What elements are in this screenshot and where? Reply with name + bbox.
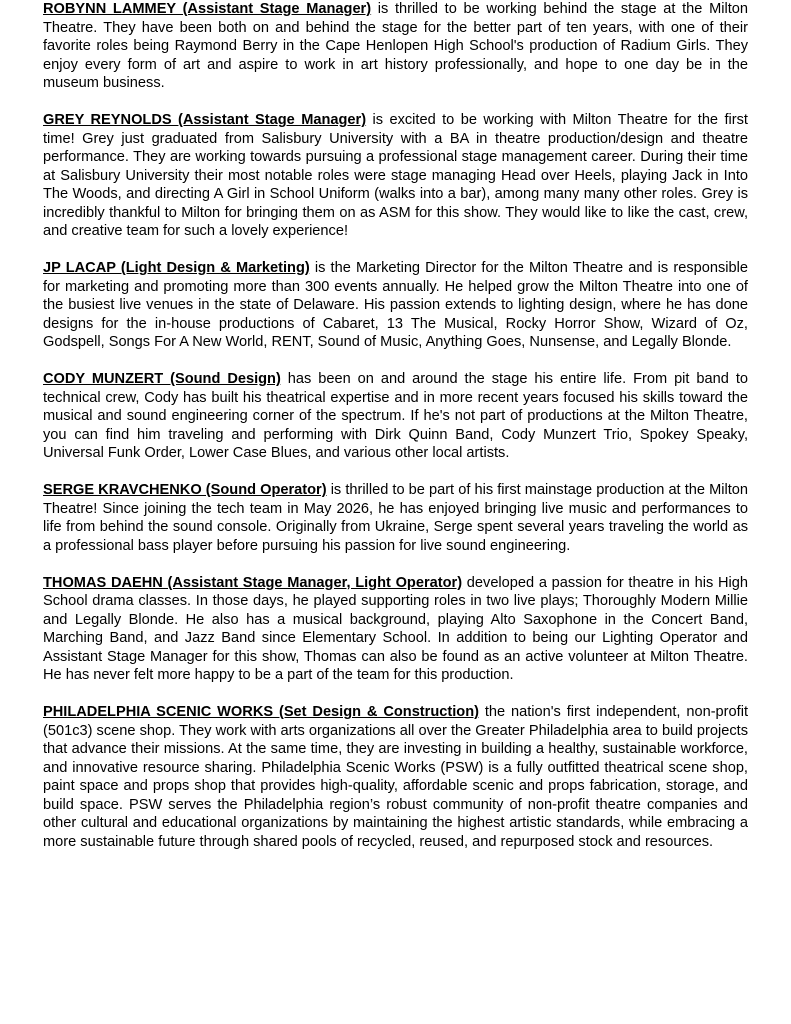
bio-philadelphia-scenic-works xyxy=(43,703,748,851)
bio-text: developed a passion for theatre in his High School drama classes. In those days, he played supporting roles in two live plays; Thoroughly Modern Millie and Legally Blonde. He also has a musical background, playing Alto Saxophone in the Concert Band, Marching Band, and Jazz Band since Elementary School. In addition to being our Lighting Operator and Assistant Stage Manager for this show, Thomas can also be found as an active volunteer at Milton Theatre. He has never felt more happy to be a part of the team for this production. xyxy=(43,574,748,683)
bio-text: is thrilled to be part of his first mainstage production at the Milton Theatre! Since joining the tech team in May 2026, he has enjoyed bringing live music and performances to life from behind the sound console. Originally from Ukraine, Serge spent several years traveling the world as a professional bass player before pursuing his passion for live sound engineering. xyxy=(43,482,748,554)
bio-text: is excited to be working with Milton Theatre for the first time! Grey just graduated from Salisbury University with a BA in theatre production/design and theatre performance. They are working towards pursuing a professional stage management career. During their time at Salisbury University their most notable roles were stage managing Head over Heels, playing Jack in Into The Woods, and directing A Girl in School Uniform (walks into a bar), among many many other roles. Grey is incredibly thankful to Milton for bringing them on as ASM for this show. They would like to like the cast, crew, and creative team for such a lovely experience! xyxy=(43,112,748,239)
bio-name: GREY REYNOLDS (Assistant Stage Manager) xyxy=(43,112,367,128)
bio-name: ROBYNN LAMMEY (Assistant Stage Manager) xyxy=(43,1,372,17)
bio-serge-kravchenko xyxy=(43,481,748,555)
bio-cody-munzert xyxy=(43,370,748,463)
bio-text: is the Marketing Director for the Milton Theatre and is responsible for marketing and promoting more than 300 events annually. He helped grow the Milton Theatre into one of the busiest live venues in the state of Delaware. His passion extends to lighting design, where he has done designs for the in-house productions of Cabaret, 13 The Musical, Rocky Horror Show, Wizard of Oz, Godspell, Songs For A New World, RENT, Sound of Music, Anything Goes, Nunsense, and Legally Blonde. xyxy=(43,260,748,350)
bio-grey-reynolds xyxy=(43,111,748,241)
bio-name: PHILADELPHIA SCENIC WORKS (Set Design & Construction) xyxy=(43,704,479,720)
bio-jp-lacap xyxy=(43,259,748,352)
bio-robynn-lammey xyxy=(43,0,748,93)
bio-thomas-daehn xyxy=(43,574,748,685)
bio-name: THOMAS DAEHN (Assistant Stage Manager, Light Operator) xyxy=(43,574,463,591)
bio-name: CODY MUNZERT (Sound Design) xyxy=(43,371,281,387)
bio-text: the nation's first independent, non-profit (501c3) scene shop. They work with arts organizations all over the Greater Philadelphia area to build projects that advance their missions. At the same time, they are investing in building a healthy, sustainable workforce, and innovative resource sharing. Philadelphia Scenic Works (PSW) is a fully outfitted theatrical scene shop, paint space and props shop that provides high-quality, affordable scenic and props fabrication, storage, and build space. PSW serves the Philadelphia region’s robust community of non-profit theatre companies and other cultural and educational organizations by maintaining the highest artistic standards, while embracing a more sustainable future through shared pools of recycled, reused, and repurposed stock and resources. xyxy=(43,704,748,850)
bio-text: has been on and around the stage his entire life. From pit band to technical crew, Cody has built his theatrical expertise and in more recent years focused his skills toward the musical and sound engineering corner of the spectrum. If he's not part of productions at the Milton Theatre, you can find him traveling and performing with Dirk Quinn Band, Cody Munzert Trio, Spokey Speaky, Universal Funk Order, Lower Case Blues, and various other local artists. xyxy=(43,371,748,461)
bio-text: is thrilled to be working behind the stage at the Milton Theatre. They have been both on and behind the stage for the better part of ten years, with one of their favorite roles being Raymond Berry in the Cape Henlopen High School's production of Radium Girls. They enjoy every form of art and aspire to work in art history professionally, and hope to one day be in the museum business. xyxy=(43,1,748,91)
bio-name: JP LACAP (Light Design & Marketing) xyxy=(43,260,310,276)
document-page xyxy=(43,0,748,870)
bio-name: SERGE KRAVCHENKO (Sound Operator) xyxy=(43,482,327,498)
